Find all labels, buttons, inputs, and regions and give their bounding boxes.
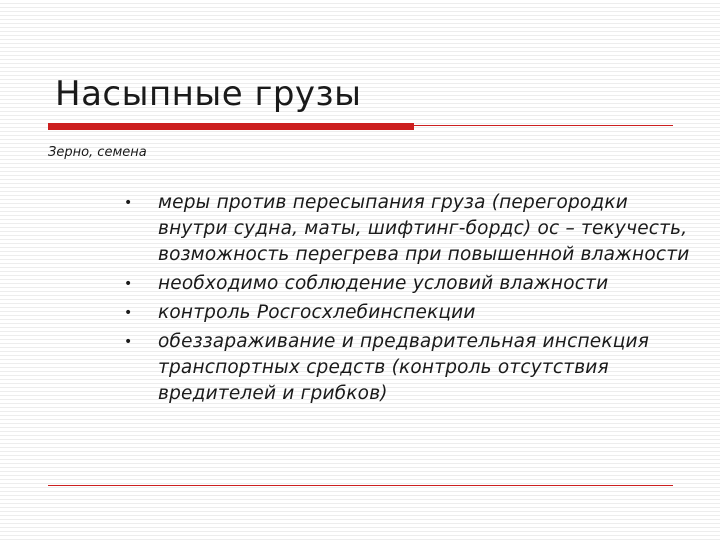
list-item — [108, 190, 698, 268]
list-item-text: обеззараживание и предварительная инспекция транспортных средств (контроль отсутствия вредителей и грибков) — [158, 331, 650, 404]
bullet-icon: • — [124, 305, 133, 321]
list-item — [108, 271, 698, 297]
footer-divider — [48, 485, 673, 486]
slide-title: Насыпные грузы — [55, 74, 362, 114]
bullet-icon: • — [124, 334, 133, 350]
list-item-text: контроль Росгосхлебинспекции — [158, 302, 476, 323]
list-item — [108, 329, 698, 407]
bullet-icon: • — [124, 276, 133, 292]
list-item-text: меры против пересыпания груза (перегородки внутри судна, маты, шифтинг-бордс) ос – текучесть, возможность перегрева при повышенной влажности — [158, 192, 690, 265]
title-underline-thin — [414, 125, 673, 126]
bullet-list — [108, 190, 698, 410]
title-underline-accent — [48, 123, 414, 130]
slide-subtitle: Зерно, семена — [48, 145, 147, 160]
bullet-icon: • — [124, 195, 133, 211]
list-item-text: необходимо соблюдение условий влажности — [158, 273, 609, 294]
list-item — [108, 300, 698, 326]
